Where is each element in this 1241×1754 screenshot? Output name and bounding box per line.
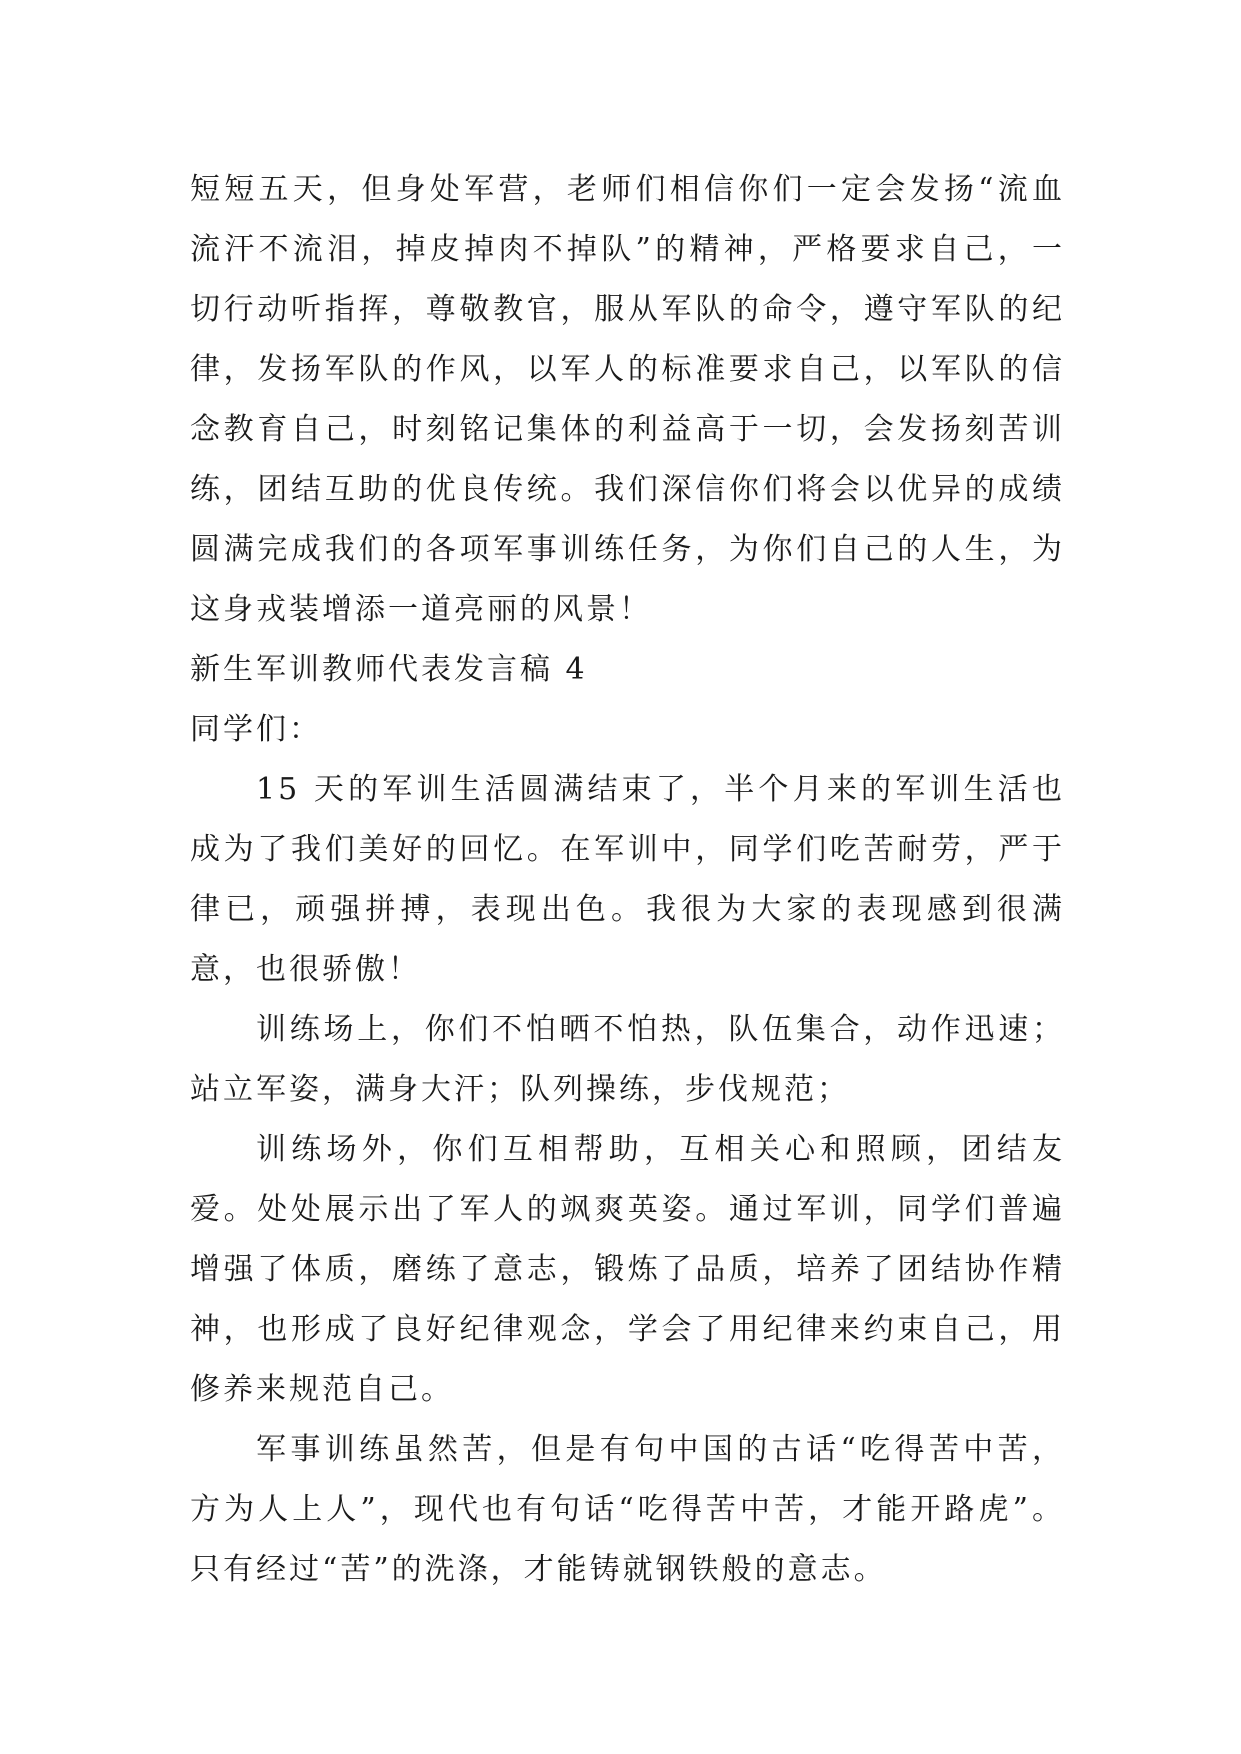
continuation-paragraph: 短短五天，但身处军营，老师们相信你们一定会发扬“流血流汗不流泪，掉皮掉肉不掉队”的精神，严格要求自己，一切行动听指挥，尊敬教官，服从军队的命令，遵守军队的纪律，发扬军队的作风，以军人的标准要求自己，以军队的信念教育自己，时刻铭记集体的利益高于一切，会发扬刻苦训练，团结互助的优良传统。我们深信你们将会以优异的成绩圆满完成我们的各项军事训练任务，为你们自己的人生，为这身戎装增添一道亮丽的风景！ [190, 172, 1065, 627]
body-paragraph: 训练场上，你们不怕晒不怕热，队伍集合，动作迅速；站立军姿，满身大汗；队列操练，步伐规范； [190, 1012, 1065, 1107]
section-title: 新生军训教师代表发言稿 4 [190, 652, 588, 687]
document-body [190, 160, 1065, 1600]
body-paragraph: 15 天的军训生活圆满结束了，半个月来的军训生活也成为了我们美好的回忆。在军训中，同学们吃苦耐劳，严于律已，顽强拼搏，表现出色。我很为大家的表现感到很满意，也很骄傲！ [190, 772, 1065, 987]
body-paragraph: 军事训练虽然苦，但是有句中国的古话“吃得苦中苦，方为人上人”，现代也有句话“吃得苦中苦，才能开路虎”。只有经过“苦”的洗涤，才能铸就钢铁般的意志。 [190, 1432, 1065, 1587]
body-paragraph: 训练场外，你们互相帮助，互相关心和照顾，团结友爱。处处展示出了军人的飒爽英姿。通过军训，同学们普遍增强了体质，磨练了意志，锻炼了品质，培养了团结协作精神，也形成了良好纪律观念，学会了用纪律来约束自己，用修养来规范自己。 [190, 1132, 1065, 1407]
salutation: 同学们： [190, 712, 322, 747]
